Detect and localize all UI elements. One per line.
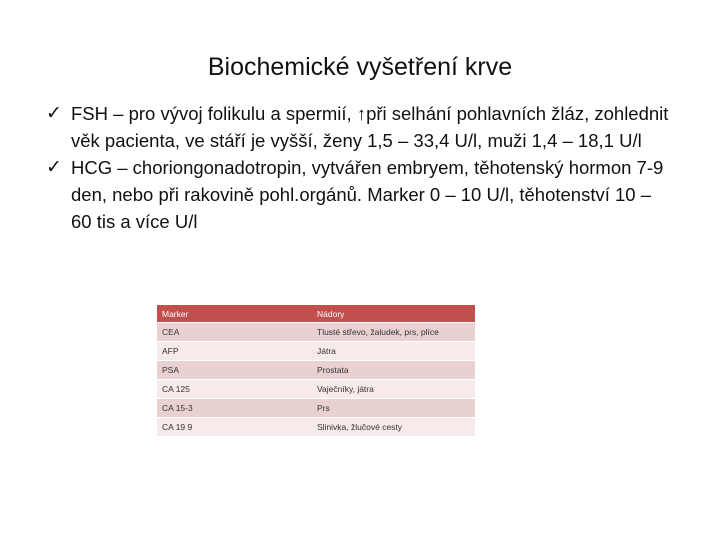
- table-row: [157, 361, 475, 380]
- bullet-text: HCG – choriongonadotropin, vytvářen embryem, těhotenský hormon 7-9 den, nebo při rakovině pohl.orgánů. Marker 0 – 10 U/l, těhotenství 10 – 60 tis a více U/l: [71, 157, 664, 232]
- marker-cell: CA 15-3: [157, 399, 312, 418]
- table-header-row: [157, 305, 475, 323]
- marker-cell: AFP: [157, 342, 312, 361]
- check-icon: ✓: [46, 103, 62, 124]
- tumor-cell: Tlusté střevo, žaludek, prs, plíce: [312, 323, 475, 342]
- slide-title: Biochemické vyšetření krve: [207, 53, 513, 81]
- bullet-text: FSH – pro vývoj folikulu a spermií, ↑při selhání pohlavních žláz, zohlednit věk pacienta, ve stáří je vyšší, ženy 1,5 – 33,4 U/l, muži 1,4 – 18,1 U/l: [71, 103, 669, 151]
- bullet-list: [46, 100, 676, 235]
- bullet-item-fsh: [46, 100, 676, 154]
- marker-cell: CA 125: [157, 380, 312, 399]
- table-row: [157, 323, 475, 342]
- marker-cell: CA 19 9: [157, 418, 312, 437]
- tumor-cell: Játra: [312, 342, 475, 361]
- tumor-cell: Vaječníky, játra: [312, 380, 475, 399]
- table-row: [157, 342, 475, 361]
- check-icon: ✓: [46, 157, 62, 178]
- table-row: [157, 380, 475, 399]
- bullet-item-hcg: [46, 154, 676, 235]
- marker-cell: CEA: [157, 323, 312, 342]
- column-header-tumors: Nádory: [312, 305, 475, 323]
- column-header-marker: Marker: [157, 305, 312, 323]
- marker-cell: PSA: [157, 361, 312, 380]
- table-row: [157, 418, 475, 437]
- tumor-cell: Prs: [312, 399, 475, 418]
- tumor-marker-table: [157, 305, 475, 437]
- table-row: [157, 399, 475, 418]
- tumor-cell: Prostata: [312, 361, 475, 380]
- tumor-cell: Slinivka, žlučové cesty: [312, 418, 475, 437]
